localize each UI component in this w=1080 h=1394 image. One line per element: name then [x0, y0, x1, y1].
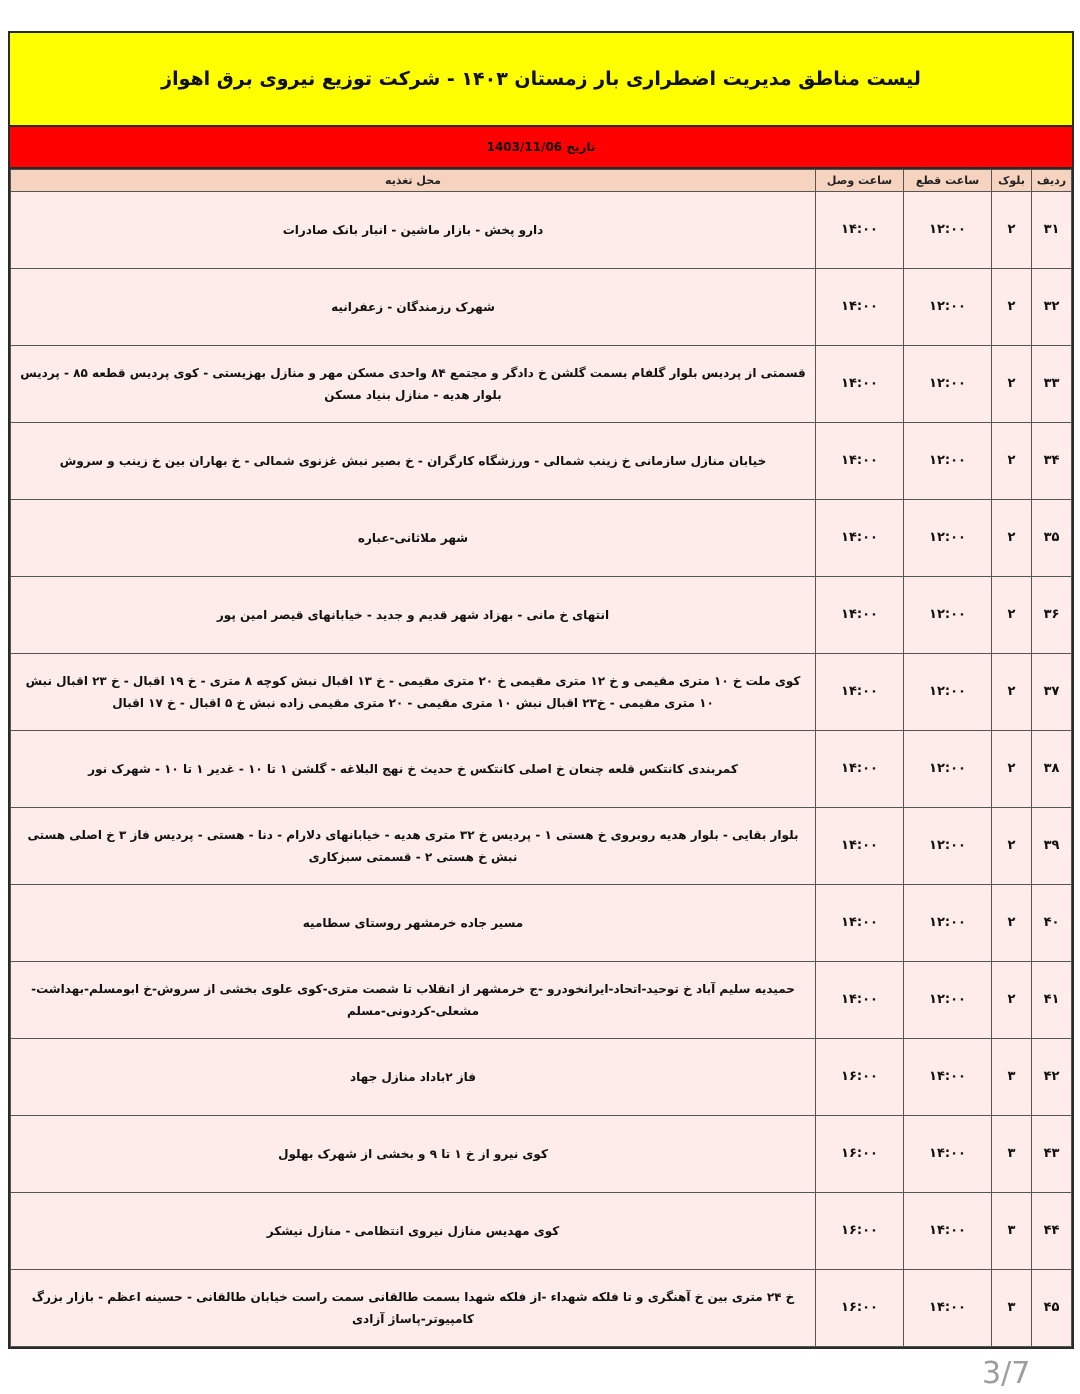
cell-place: خ ۲۴ متری بین خ آهنگری و تا فلکه شهداء -از فلکه شهدا بسمت طالقانی سمت راست خیابان طالقانی - حسینه اعظم - بازار بزرگ کامپیوتر-پاساژ آزادی: [11, 1270, 816, 1347]
cell-place: کوی نیرو از خ ۱ تا ۹ و بخشی از شهرک بهلول: [11, 1116, 816, 1193]
header-cut-time: ساعت قطع: [904, 170, 992, 192]
cell-place: مسیر جاده خرمشهر روستای سطامیه: [11, 885, 816, 962]
date-bar: [10, 127, 1072, 169]
cell-cut-time: ۱۲:۰۰: [904, 500, 992, 577]
table-row: [11, 1270, 1072, 1347]
cell-on-time: ۱۶:۰۰: [816, 1270, 904, 1347]
cell-place: انتهای خ مانی - بهزاد شهر قدیم و جدید - خیابانهای قیصر امین پور: [11, 577, 816, 654]
table-row: [11, 731, 1072, 808]
cell-on-time: ۱۴:۰۰: [816, 808, 904, 885]
cell-block: ۲: [992, 269, 1032, 346]
cell-on-time: ۱۴:۰۰: [816, 577, 904, 654]
cell-radif: ۳۲: [1032, 269, 1072, 346]
cell-cut-time: ۱۲:۰۰: [904, 808, 992, 885]
cell-radif: ۳۵: [1032, 500, 1072, 577]
cell-cut-time: ۱۲:۰۰: [904, 654, 992, 731]
cell-on-time: ۱۶:۰۰: [816, 1116, 904, 1193]
table-row: [11, 577, 1072, 654]
cell-radif: ۳۴: [1032, 423, 1072, 500]
cell-on-time: ۱۴:۰۰: [816, 346, 904, 423]
cell-place: فاز ۲باداد منازل جهاد: [11, 1039, 816, 1116]
cell-block: ۲: [992, 346, 1032, 423]
table-row: [11, 962, 1072, 1039]
cell-radif: ۴۲: [1032, 1039, 1072, 1116]
cell-cut-time: ۱۲:۰۰: [904, 885, 992, 962]
cell-on-time: ۱۴:۰۰: [816, 885, 904, 962]
cell-cut-time: ۱۴:۰۰: [904, 1193, 992, 1270]
date-label: تاریخ 1403/11/06: [486, 140, 596, 154]
table-row: [11, 885, 1072, 962]
cell-radif: ۴۱: [1032, 962, 1072, 1039]
table-row: [11, 1039, 1072, 1116]
cell-block: ۳: [992, 1116, 1032, 1193]
cell-cut-time: ۱۲:۰۰: [904, 269, 992, 346]
cell-radif: ۳۷: [1032, 654, 1072, 731]
cell-radif: ۴۳: [1032, 1116, 1072, 1193]
cell-block: ۳: [992, 1270, 1032, 1347]
cell-cut-time: ۱۲:۰۰: [904, 577, 992, 654]
cell-cut-time: ۱۲:۰۰: [904, 346, 992, 423]
cell-place: بلوار بقایی - بلوار هدیه روبروی خ هستی ۱ - پردیس خ ۳۲ متری هدیه - خیابانهای دلارام - دنا - هستی - پردیس فاز ۳ خ اصلی هستی نبش خ هستی ۲ - قسمتی سبزکاری: [11, 808, 816, 885]
cell-on-time: ۱۴:۰۰: [816, 654, 904, 731]
cell-on-time: ۱۴:۰۰: [816, 192, 904, 269]
cell-place: کمربندی کانتکس قلعه چنعان خ اصلی کانتکس خ حدیث خ نهج البلاغه - گلشن ۱ تا ۱۰ - غدیر ۱ تا ۱۰ - شهرک نور: [11, 731, 816, 808]
cell-block: ۳: [992, 1193, 1032, 1270]
cell-block: ۳: [992, 1039, 1032, 1116]
cell-on-time: ۱۶:۰۰: [816, 1039, 904, 1116]
cell-block: ۲: [992, 192, 1032, 269]
cell-place: دارو پخش - بازار ماشین - انبار بانک صادرات: [11, 192, 816, 269]
table-row: [11, 1116, 1072, 1193]
cell-block: ۲: [992, 654, 1032, 731]
cell-radif: ۳۶: [1032, 577, 1072, 654]
sheet-title: لیست مناطق مدیریت اضطراری بار زمستان ۱۴۰۳ - شرکت توزیع نیروی برق اهواز: [161, 68, 921, 90]
cell-on-time: ۱۴:۰۰: [816, 423, 904, 500]
cell-on-time: ۱۴:۰۰: [816, 500, 904, 577]
outage-table: [10, 169, 1072, 1347]
cell-place: حمیدیه سلیم آباد خ توحید-اتحاد-ایرانخودرو -ج خرمشهر از انقلاب تا شصت متری-کوی علوی بخشی از سروش-خ ابومسلم-بهداشت-مشعلی-کردونی-مسلم: [11, 962, 816, 1039]
cell-place: شهر ملاثانی-عباره: [11, 500, 816, 577]
cell-radif: ۳۹: [1032, 808, 1072, 885]
cell-cut-time: ۱۴:۰۰: [904, 1270, 992, 1347]
header-radif: ردیف: [1032, 170, 1072, 192]
cell-cut-time: ۱۴:۰۰: [904, 1039, 992, 1116]
table-row: [11, 192, 1072, 269]
table-row: [11, 654, 1072, 731]
cell-radif: ۴۴: [1032, 1193, 1072, 1270]
cell-on-time: ۱۴:۰۰: [816, 269, 904, 346]
table-row: [11, 423, 1072, 500]
cell-place: خیابان منازل سازمانی خ زینب شمالی - ورزشگاه کارگران - خ بصیر نبش غزنوی شمالی - خ بهاران بین خ زینب و سروش: [11, 423, 816, 500]
cell-radif: ۴۵: [1032, 1270, 1072, 1347]
cell-radif: ۴۰: [1032, 885, 1072, 962]
cell-radif: ۳۳: [1032, 346, 1072, 423]
cell-cut-time: ۱۴:۰۰: [904, 1116, 992, 1193]
cell-block: ۲: [992, 885, 1032, 962]
cell-block: ۲: [992, 577, 1032, 654]
cell-block: ۲: [992, 808, 1032, 885]
cell-block: ۲: [992, 500, 1032, 577]
table-header-row: [11, 170, 1072, 192]
cell-block: ۲: [992, 423, 1032, 500]
table-row: [11, 500, 1072, 577]
schedule-sheet: [8, 31, 1074, 1349]
cell-place: کوی مهدیس منازل نیروی انتظامی - منازل نیشکر: [11, 1193, 816, 1270]
header-place: محل تغذیه: [11, 170, 816, 192]
table-body: [11, 192, 1072, 1347]
cell-radif: ۳۸: [1032, 731, 1072, 808]
cell-block: ۲: [992, 962, 1032, 1039]
cell-place: قسمتی از پردیس بلوار گلفام بسمت گلشن خ دادگر و مجتمع ۸۴ واحدی مسکن مهر و منازل بهزیستی - کوی پردیس قطعه ۸۵ - پردیس بلوار هدیه - منازل بنیاد مسکن: [11, 346, 816, 423]
table-row: [11, 808, 1072, 885]
cell-cut-time: ۱۲:۰۰: [904, 423, 992, 500]
cell-place: شهرک رزمندگان - زعفرانیه: [11, 269, 816, 346]
table-row: [11, 346, 1072, 423]
page-indicator: 3/7: [982, 1356, 1031, 1391]
cell-radif: ۳۱: [1032, 192, 1072, 269]
table-row: [11, 269, 1072, 346]
cell-block: ۲: [992, 731, 1032, 808]
cell-cut-time: ۱۲:۰۰: [904, 192, 992, 269]
title-bar: [10, 33, 1072, 127]
header-on-time: ساعت وصل: [816, 170, 904, 192]
cell-cut-time: ۱۲:۰۰: [904, 962, 992, 1039]
header-block: بلوک: [992, 170, 1032, 192]
cell-cut-time: ۱۲:۰۰: [904, 731, 992, 808]
cell-on-time: ۱۴:۰۰: [816, 962, 904, 1039]
table-row: [11, 1193, 1072, 1270]
cell-place: کوی ملت خ ۱۰ متری مقیمی و خ ۱۲ متری مقیمی خ ۲۰ متری مقیمی - خ ۱۳ اقبال نبش کوچه ۸ متری - خ ۱۹ اقبال - خ ۲۳ اقبال نبش ۱۰ متری مقیمی - خ۲۳ اقبال نبش ۱۰ متری مقیمی - ۲۰ متری مقیمی زاده نبش خ ۵ اقبال - خ ۱۷ اقبال: [11, 654, 816, 731]
cell-on-time: ۱۶:۰۰: [816, 1193, 904, 1270]
cell-on-time: ۱۴:۰۰: [816, 731, 904, 808]
